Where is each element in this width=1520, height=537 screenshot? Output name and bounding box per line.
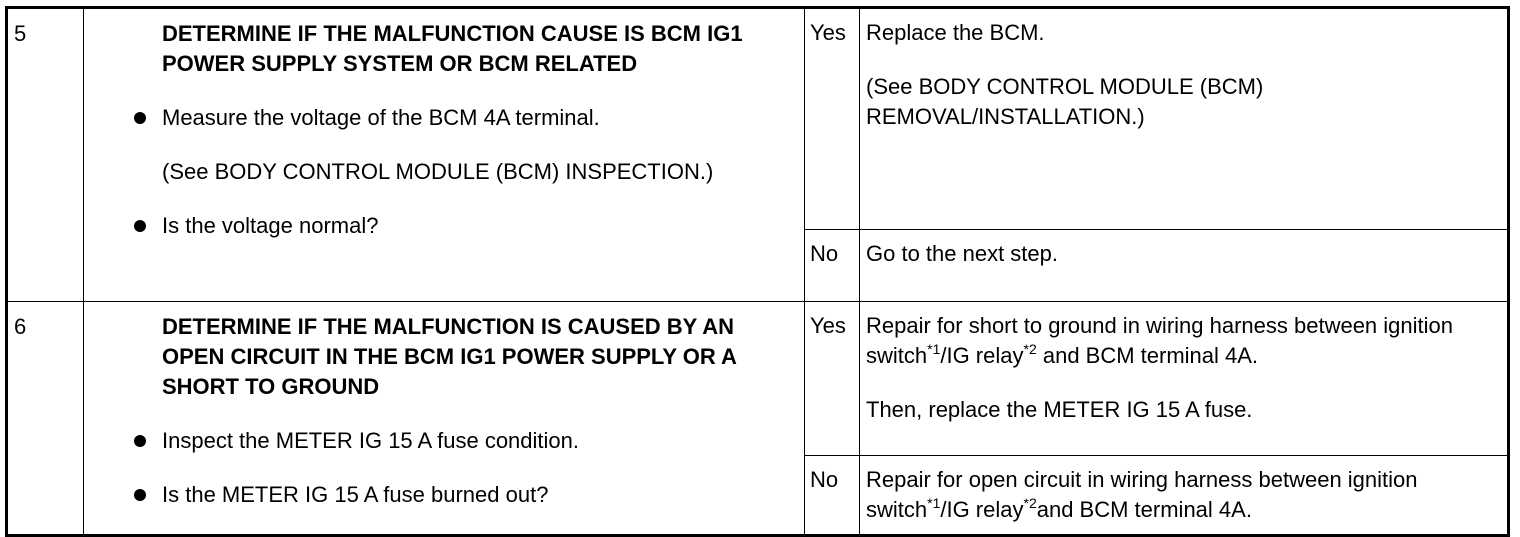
step-description — [84, 302, 805, 536]
procedure-table — [5, 6, 1510, 537]
action-text — [866, 311, 1497, 371]
no-label: No — [805, 230, 860, 302]
bullet-icon — [134, 435, 146, 447]
action-text-part: and BCM terminal 4A. — [1036, 343, 1259, 368]
step-number: 6 — [7, 302, 84, 536]
footnote-marker: *2 — [1023, 494, 1037, 511]
step-description — [84, 8, 805, 302]
no-action — [860, 455, 1509, 535]
bullet-text: Is the voltage normal? — [162, 213, 379, 238]
action-text-part: Repair for open circuit in wiring harness between ignition switch — [866, 466, 1418, 522]
bullet-text: Is the METER IG 15 A fuse burned out? — [162, 482, 549, 507]
bullet-item — [84, 103, 794, 133]
yes-label: Yes — [805, 302, 860, 456]
bullet-item — [84, 480, 794, 510]
footnote-marker: *1 — [927, 494, 941, 511]
yes-action — [860, 302, 1509, 456]
step-title: DETERMINE IF THE MALFUNCTION IS CAUSED BY AN OPEN CIRCUIT IN THE BCM IG1 POWER SUPPLY OR A SHORT TO GROUND — [162, 314, 737, 399]
step-title: DETERMINE IF THE MALFUNCTION CAUSE IS BCM IG1 POWER SUPPLY SYSTEM OR BCM RELATED — [162, 21, 743, 76]
step-number: 5 — [7, 8, 84, 302]
bullet-item — [84, 211, 794, 241]
bullet-text: Inspect the METER IG 15 A fuse condition. — [162, 428, 580, 453]
bullet-icon — [134, 220, 146, 232]
no-label: No — [805, 455, 860, 535]
footnote-marker: *2 — [1023, 341, 1037, 357]
table-row — [7, 8, 1509, 230]
table-row — [7, 302, 1509, 456]
reference-note: (See BODY CONTROL MODULE (BCM) REMOVAL/INSTALLATION.) — [866, 74, 1264, 129]
bullet-icon — [134, 489, 146, 501]
action-text-part: Repair for short to ground in wiring harness between ignition switch — [866, 313, 1453, 368]
action-text-part: /IG relay — [940, 496, 1024, 522]
action-text-part: and BCM terminal 4A. — [1036, 496, 1252, 522]
bullet-icon — [134, 112, 146, 124]
bullet-text: Measure the voltage of the BCM 4A terminal. — [162, 105, 600, 130]
action-text-part: /IG relay — [940, 343, 1024, 368]
action-text: Then, replace the METER IG 15 A fuse. — [866, 397, 1253, 422]
footnote-marker: *1 — [927, 341, 941, 357]
bullet-item — [84, 426, 794, 456]
no-action: Go to the next step. — [860, 230, 1509, 302]
yes-action — [860, 8, 1509, 230]
yes-label: Yes — [805, 8, 860, 230]
reference-note: (See BODY CONTROL MODULE (BCM) INSPECTION.) — [162, 159, 714, 184]
action-text: Replace the BCM. — [866, 20, 1045, 45]
